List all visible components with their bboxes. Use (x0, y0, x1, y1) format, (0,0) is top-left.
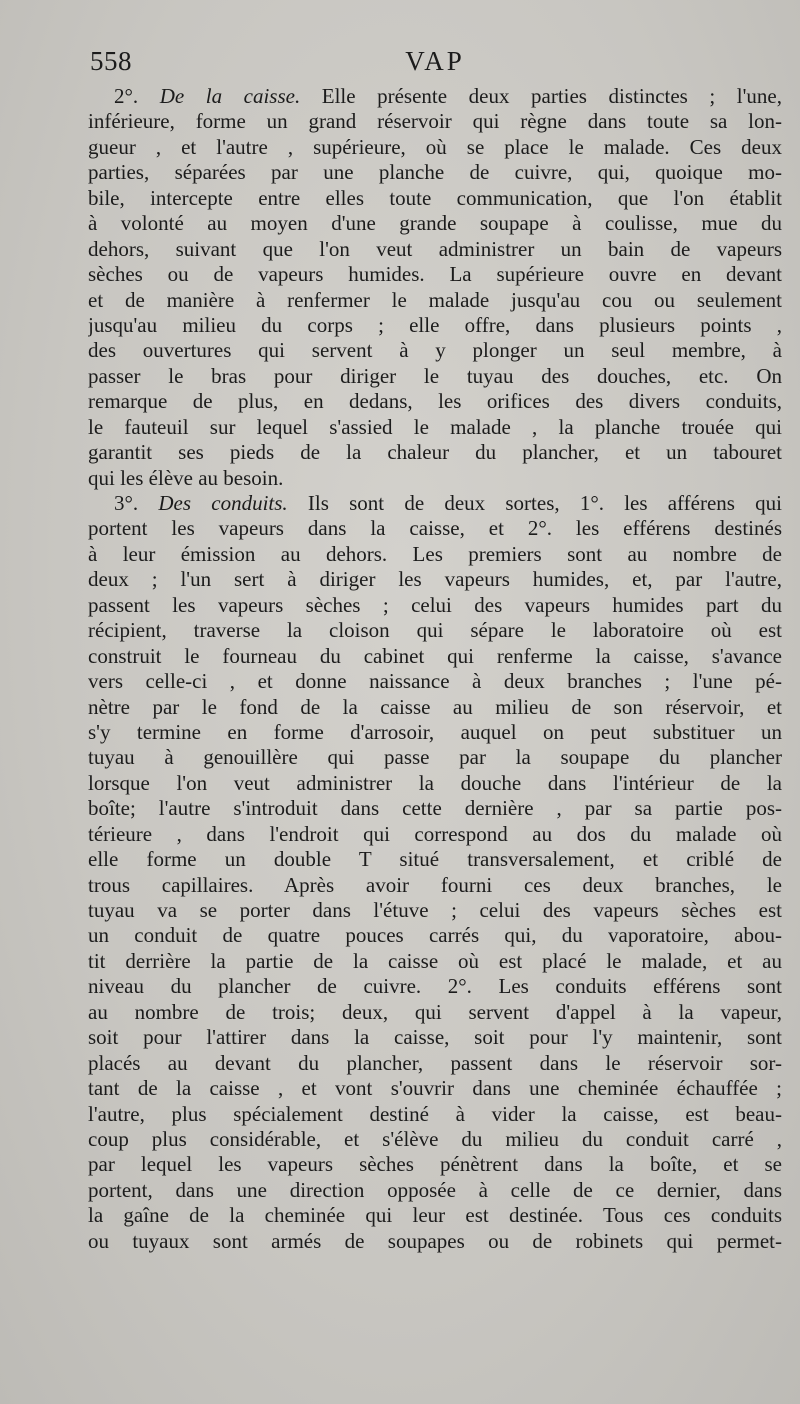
text-line (88, 466, 782, 491)
line-text: passent les vapeurs sèches ; celui des vapeurs humides part du (88, 592, 782, 617)
text-line (88, 1025, 782, 1050)
text-line (88, 1000, 782, 1025)
line-text: et de manière à renfermer le malade jusqu'au cou ou seulement (88, 287, 782, 312)
line-text: trous capillaires. Après avoir fourni ces deux branches, le (88, 872, 782, 897)
text-line (88, 1127, 782, 1152)
text-line (88, 923, 782, 948)
text-line (88, 873, 782, 898)
text-line (88, 109, 782, 134)
line-text: portent, dans une direction opposée à celle de ce dernier, dans (88, 1177, 782, 1202)
text-line (88, 1102, 782, 1127)
line-text: Elle présente deux parties distinctes ; l'une, (300, 84, 782, 108)
running-head: VAP (405, 46, 465, 76)
line-text: tit derrière la partie de la caisse où est placé le malade, et au (88, 948, 782, 973)
line-text: tuyau à genouillère qui passe par la soupape du plancher (88, 745, 782, 770)
line-text: inférieure, forme un grand réservoir qui règne dans toute sa lon- (88, 109, 782, 134)
text-line (88, 1229, 782, 1254)
text-line (88, 440, 782, 465)
text-line (88, 1051, 782, 1076)
line-text: qui les élève au besoin. (88, 465, 284, 490)
text-line (88, 364, 782, 389)
page-header (90, 46, 780, 86)
body-text (88, 84, 782, 1254)
text-line (88, 516, 782, 541)
line-text: parties, séparées par une planche de cuivre, qui, quoique mo- (88, 160, 782, 185)
text-line (88, 695, 782, 720)
text-line (88, 847, 782, 872)
line-text: vers celle-ci , et donne naissance à deux branches ; l'une pé- (88, 669, 782, 694)
text-line (88, 796, 782, 821)
text-line (88, 771, 782, 796)
line-text: térieure , dans l'endroit qui correspond au dos du malade où (88, 821, 782, 846)
line-text: Ils sont de deux sortes, 1°. les afférens qui (287, 491, 782, 515)
text-line (88, 567, 782, 592)
text-line (88, 389, 782, 414)
line-text: récipient, traverse la cloison qui sépare le laboratoire où est (88, 618, 782, 643)
line-text: placés au devant du plancher, passent dans le réservoir sor- (88, 1050, 782, 1075)
line-text: gueur , et l'autre , supérieure, où se place le malade. Ces deux (88, 134, 782, 159)
line-text: jusqu'au milieu du corps ; elle offre, dans plusieurs points , (88, 312, 782, 337)
line-text: s'y termine en forme d'arrosoir, auquel on peut substituer un (88, 719, 782, 744)
text-line (88, 593, 782, 618)
text-line (88, 949, 782, 974)
text-line (88, 237, 782, 262)
line-text: des ouvertures qui servent à y plonger un seul membre, à (88, 338, 782, 363)
text-line (88, 542, 782, 567)
line-text: elle forme un double T situé transversalement, et criblé de (88, 847, 782, 872)
section-title: De la caisse. (159, 84, 301, 108)
line-text: ou tuyaux sont armés de soupapes ou de robinets qui permet- (88, 1228, 782, 1253)
text-line (88, 745, 782, 770)
line-text: portent les vapeurs dans la caisse, et 2°. les efférens destinés (88, 516, 782, 541)
line-text: dehors, suivant que l'on veut administrer un bain de vapeurs (88, 236, 782, 261)
line-text: sèches ou de vapeurs humides. La supérieure ouvre en devant (88, 262, 782, 287)
line-text: le fauteuil sur lequel s'assied le malade , la planche trouée qui (88, 414, 782, 439)
line-text: un conduit de quatre pouces carrés qui, du vaporatoire, abou- (88, 923, 782, 948)
text-line (88, 211, 782, 236)
line-text: remarque de plus, en dedans, les orifices des divers conduits, (88, 389, 782, 414)
line-text: coup plus considérable, et s'élève du milieu du conduit carré , (88, 1126, 782, 1151)
line-text: garantit ses pieds de la chaleur du plancher, et un tabouret (88, 440, 782, 465)
line-text: nètre par le fond de la caisse au milieu de son réservoir, et (88, 694, 782, 719)
text-line (88, 822, 782, 847)
line-text: construit le fourneau du cabinet qui renferme la caisse, s'avance (88, 643, 782, 668)
line-text: boîte; l'autre s'introduit dans cette dernière , par sa partie pos- (88, 796, 782, 821)
line-text: tant de la caisse , et vont s'ouvrir dans une cheminée échauffée ; (88, 1076, 782, 1101)
text-line (88, 313, 782, 338)
text-line (88, 1178, 782, 1203)
section-title: Des conduits. (158, 491, 288, 515)
line-text: niveau du plancher de cuivre. 2°. Les conduits efférens sont (88, 974, 782, 999)
line-text: passer le bras pour diriger le tuyau des douches, etc. On (88, 363, 782, 388)
line-text: tuyau va se porter dans l'étuve ; celui des vapeurs sèches est (88, 898, 782, 922)
line-text: au nombre de trois; deux, qui servent d'appel à la vapeur, (88, 999, 782, 1024)
line-text: à volonté au moyen d'une grande soupape à coulisse, mue du (88, 211, 782, 236)
section-number: 2°. (114, 84, 160, 108)
text-line (88, 160, 782, 185)
text-line (88, 974, 782, 999)
line-text: lorsque l'on veut administrer la douche dans l'intérieur de la (88, 770, 782, 795)
text-line (88, 288, 782, 313)
text-line (88, 415, 782, 440)
line-text: deux ; l'un sert à diriger les vapeurs humides, et, par l'autre, (88, 567, 782, 592)
text-line (88, 491, 782, 516)
text-line (88, 618, 782, 643)
text-line (88, 720, 782, 745)
line-text: bile, intercepte entre elles toute communication, que l'on établit (88, 185, 782, 210)
text-line (88, 262, 782, 287)
text-line (88, 338, 782, 363)
text-line (88, 644, 782, 669)
text-line (88, 669, 782, 694)
text-line (88, 898, 782, 923)
text-line (88, 186, 782, 211)
text-line (88, 1203, 782, 1228)
page-number: 558 (90, 46, 132, 76)
line-text: soit pour l'attirer dans la caisse, soit pour l'y maintenir, sont (88, 1025, 782, 1050)
section-number: 3°. (114, 491, 159, 515)
line-text: la gaîne de la cheminée qui leur est destinée. Tous ces conduits (88, 1203, 782, 1228)
line-text: à leur émission au dehors. Les premiers sont au nombre de (88, 541, 782, 566)
text-line (88, 1076, 782, 1101)
text-line (88, 135, 782, 160)
text-line (88, 1152, 782, 1177)
line-text: par lequel les vapeurs sèches pénètrent dans la boîte, et se (88, 1152, 782, 1177)
line-text: l'autre, plus spécialement destiné à vider la caisse, est beau- (88, 1101, 782, 1126)
text-line (88, 84, 782, 109)
